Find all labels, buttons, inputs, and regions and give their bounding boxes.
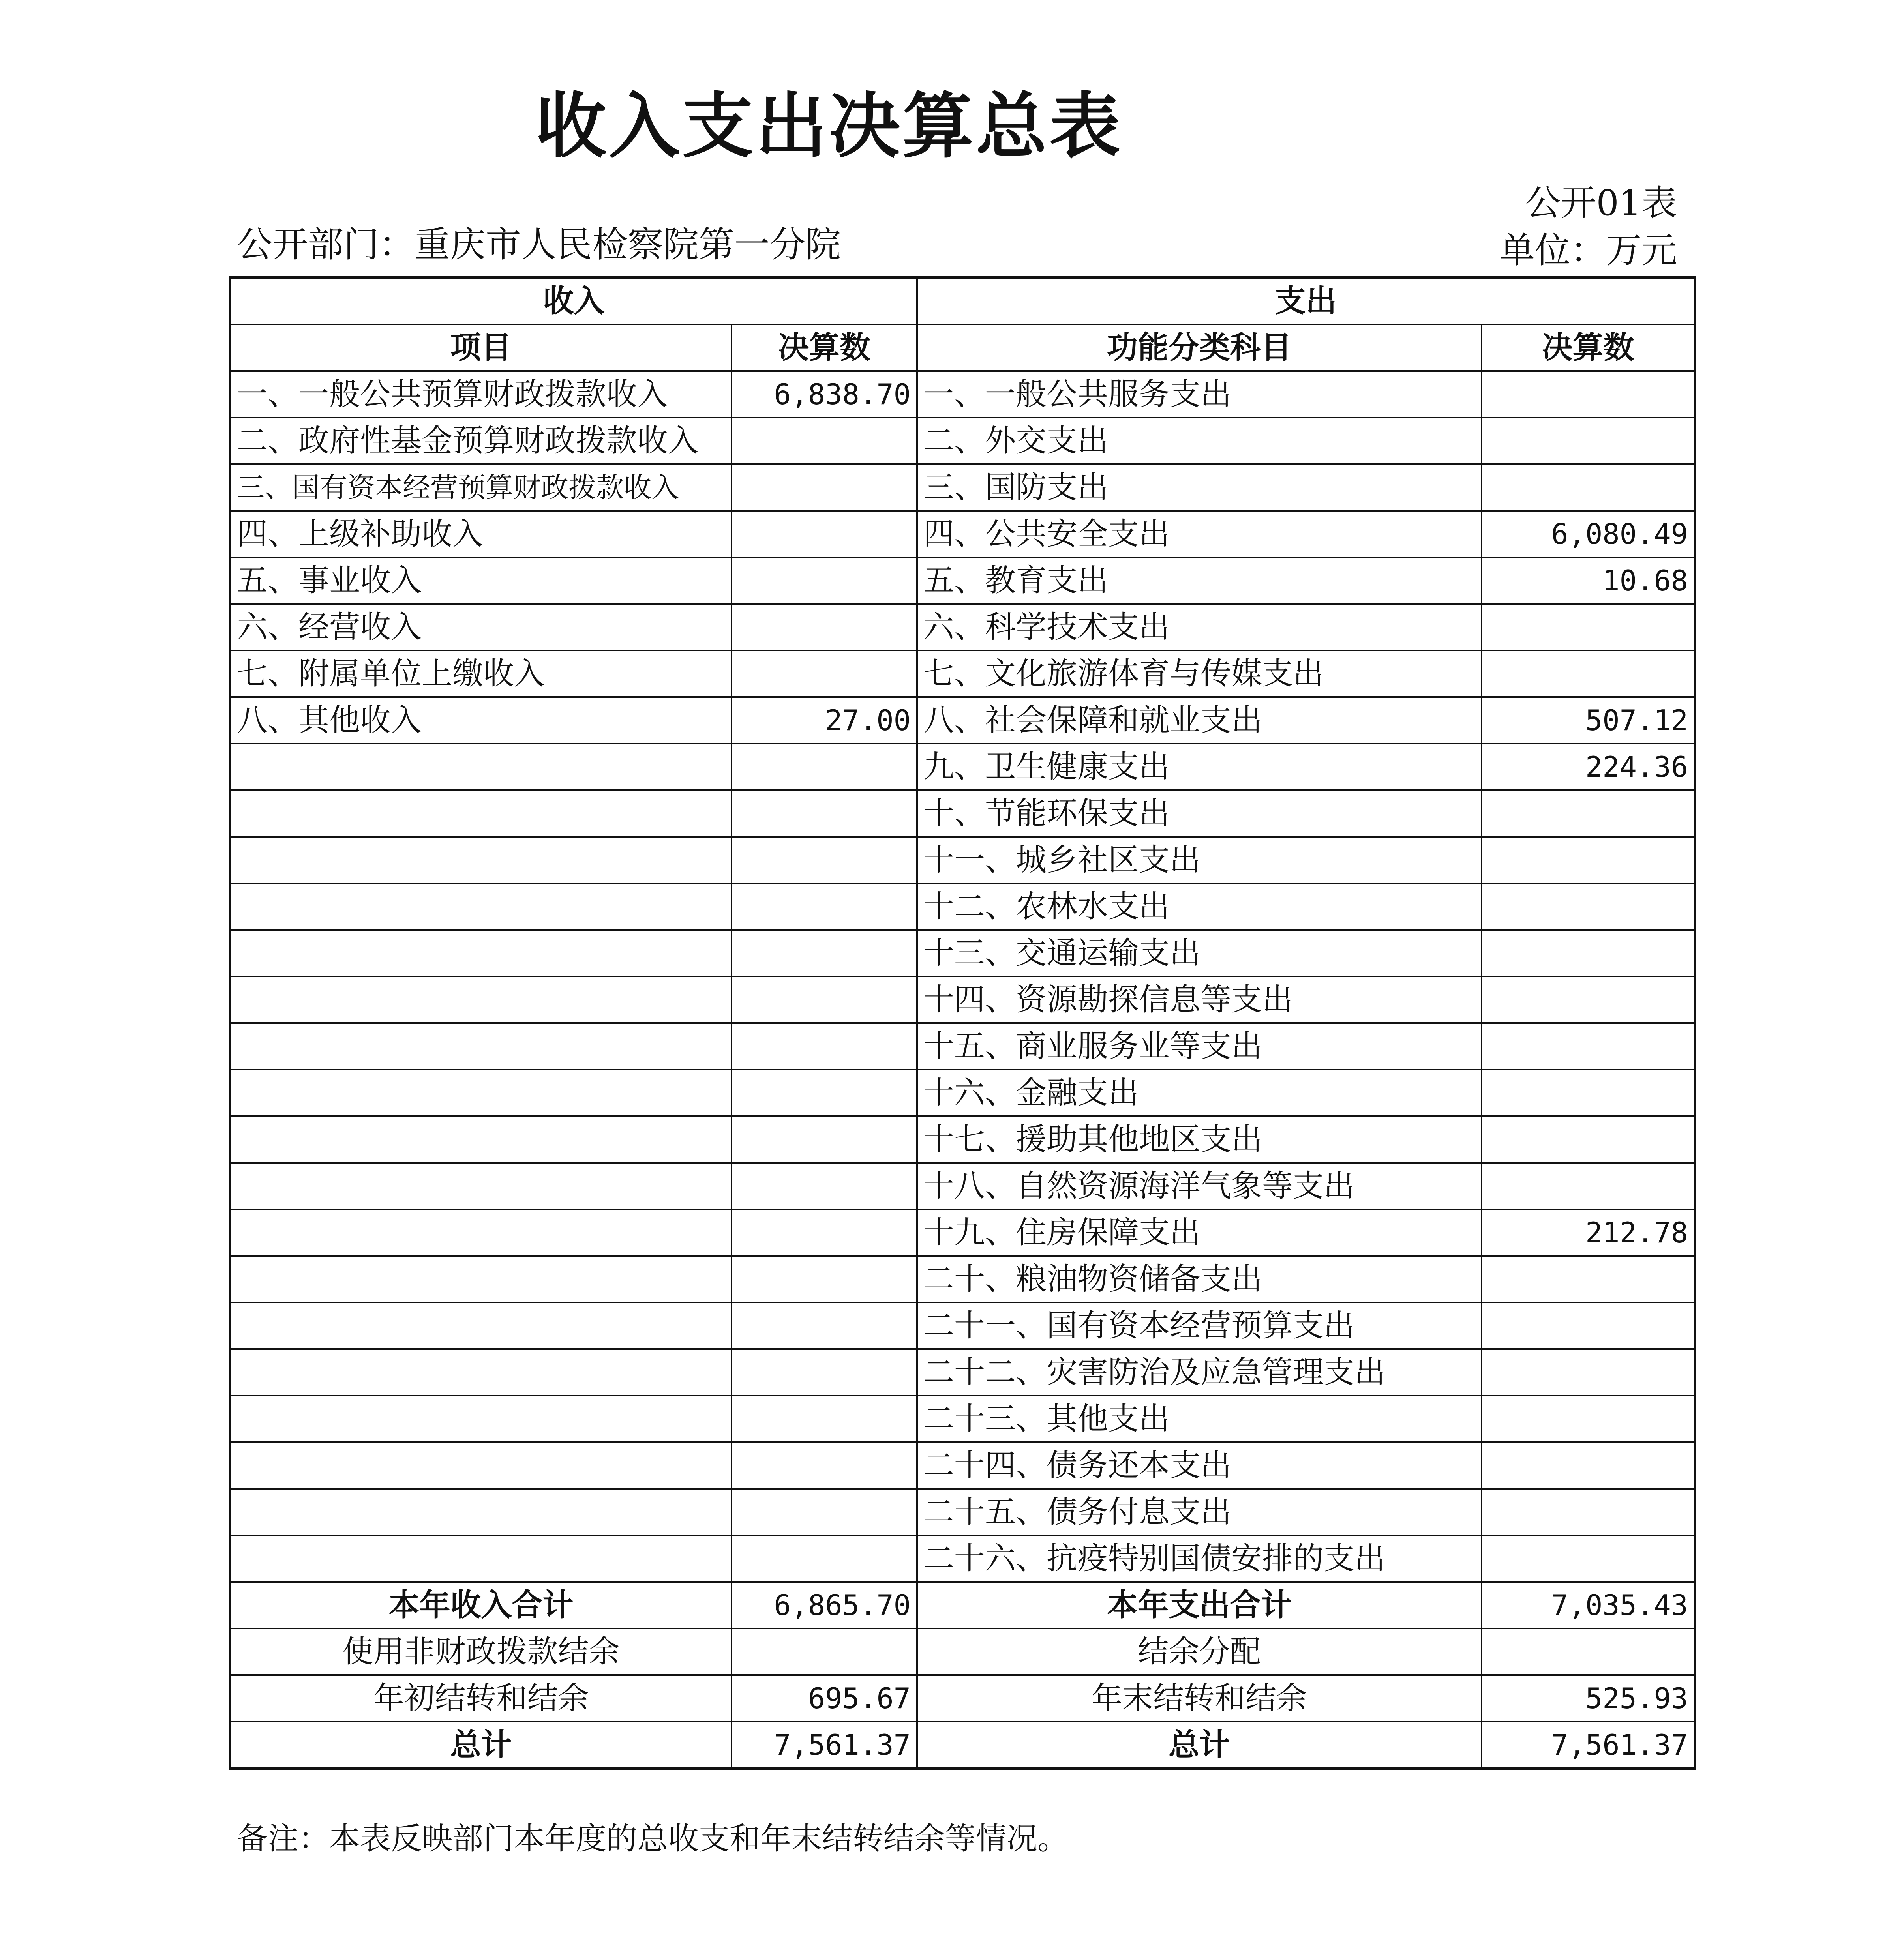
income-amount-cell: 6,838.70 [732,371,917,418]
expense-item-cell: 十一、城乡社区支出 [917,837,1482,883]
income-item-cell [230,1256,732,1302]
income-item-cell: 六、经营收入 [230,604,732,650]
column-header-row [230,324,1695,371]
income-amount-cell [732,1535,917,1582]
expense-amount-cell: 507.12 [1482,697,1695,744]
income-item-cell [230,1349,732,1396]
summary-expense-amount [1482,1628,1695,1675]
expense-amount-cell [1482,883,1695,930]
expense-item-cell: 二十二、灾害防治及应急管理支出 [917,1349,1482,1396]
table-row [230,418,1695,464]
table-row [230,1349,1695,1396]
income-amount-cell [732,464,917,511]
income-amount-cell [732,557,917,604]
income-expense-table [229,276,1696,1770]
income-item-cell: 三、国有资本经营预算财政拨款收入 [230,464,732,511]
income-item-cell [230,744,732,790]
income-amount-cell [732,1302,917,1349]
expense-item-cell: 十七、援助其他地区支出 [917,1116,1482,1163]
expense-amount-cell: 224.36 [1482,744,1695,790]
table-row [230,464,1695,511]
income-amount-cell [732,1489,917,1535]
table-row [230,511,1695,557]
income-amount-cell: 27.00 [732,697,917,744]
summary-income-amount [732,1628,917,1675]
income-amount-cell [732,1070,917,1116]
summary-row [230,1722,1695,1769]
income-item-cell: 五、事业收入 [230,557,732,604]
department-label: 公开部门：重庆市人民检察院第一分院 [237,224,841,265]
table-row [230,1070,1695,1116]
income-amount-cell [732,1163,917,1209]
expense-item-cell: 十四、资源勘探信息等支出 [917,976,1482,1023]
summary-row [230,1675,1695,1722]
income-amount-cell [732,790,917,837]
summary-expense-amount: 7,561.37 [1482,1722,1695,1769]
income-amount-cell [732,511,917,557]
expense-item-cell: 十八、自然资源海洋气象等支出 [917,1163,1482,1209]
table-row [230,1256,1695,1302]
income-item-cell [230,1535,732,1582]
expense-item-cell: 一、一般公共服务支出 [917,371,1482,418]
income-item-cell [230,790,732,837]
table-row [230,930,1695,976]
summary-income-label: 本年收入合计 [230,1582,732,1628]
summary-expense-label: 本年支出合计 [917,1582,1482,1628]
expense-item-cell: 二十五、债务付息支出 [917,1489,1482,1535]
table-row [230,1163,1695,1209]
expense-section-header: 支出 [917,277,1695,324]
expense-amount-cell [1482,418,1695,464]
income-item-cell: 七、附属单位上缴收入 [230,650,732,697]
income-item-cell [230,1396,732,1442]
expense-amount-cell [1482,1256,1695,1302]
table-row [230,976,1695,1023]
income-amount-cell [732,1256,917,1302]
table-row [230,1535,1695,1582]
expense-amount-cell [1482,1349,1695,1396]
expense-item-cell: 六、科学技术支出 [917,604,1482,650]
expense-item-cell: 三、国防支出 [917,464,1482,511]
income-item-cell [230,1302,732,1349]
expense-amount-cell [1482,1442,1695,1489]
income-amount-cell [732,744,917,790]
income-amount-cell [732,1116,917,1163]
income-item-cell [230,1116,732,1163]
expense-item-cell: 五、教育支出 [917,557,1482,604]
table-row [230,837,1695,883]
income-amount-cell [732,837,917,883]
expense-amount-cell: 10.68 [1482,557,1695,604]
table-row [230,1209,1695,1256]
expense-amount-cell [1482,1070,1695,1116]
table-row [230,744,1695,790]
income-item-cell: 二、政府性基金预算财政拨款收入 [230,418,732,464]
expense-item-cell: 八、社会保障和就业支出 [917,697,1482,744]
expense-amount-cell [1482,1302,1695,1349]
unit-label: 单位：万元 [1499,230,1677,271]
income-amount-cell [732,976,917,1023]
summary-income-amount: 7,561.37 [732,1722,917,1769]
table-row [230,650,1695,697]
expense-item-cell: 二十一、国有资本经营预算支出 [917,1302,1482,1349]
expense-amount-cell: 212.78 [1482,1209,1695,1256]
expense-item-cell: 二十、粮油物资储备支出 [917,1256,1482,1302]
income-item-cell: 八、其他收入 [230,697,732,744]
table-row [230,1489,1695,1535]
income-amount-cell [732,930,917,976]
expense-item-cell: 九、卫生健康支出 [917,744,1482,790]
summary-income-label: 总计 [230,1722,732,1769]
summary-row [230,1582,1695,1628]
expense-amount-cell [1482,837,1695,883]
table-row [230,1116,1695,1163]
summary-income-label: 年初结转和结余 [230,1675,732,1722]
expense-item-cell: 二十六、抗疫特别国债安排的支出 [917,1535,1482,1582]
page-title: 收入支出决算总表 [535,84,1123,168]
expense-amount-cell [1482,1163,1695,1209]
income-amount-cell [732,418,917,464]
summary-income-label: 使用非财政拨款结余 [230,1628,732,1675]
summary-expense-label: 年末结转和结余 [917,1675,1482,1722]
expense-item-cell: 十五、商业服务业等支出 [917,1023,1482,1070]
expense-item-cell: 四、公共安全支出 [917,511,1482,557]
income-amount-cell [732,1349,917,1396]
income-amount-cell [732,1209,917,1256]
income-amount-cell [732,1442,917,1489]
expense-amount-cell [1482,1535,1695,1582]
summary-income-amount: 6,865.70 [732,1582,917,1628]
expense-item-header: 功能分类科目 [917,324,1482,371]
income-amount-cell [732,604,917,650]
income-item-cell [230,1489,732,1535]
expense-amount-cell [1482,976,1695,1023]
expense-amount-cell [1482,1116,1695,1163]
table-row [230,1442,1695,1489]
table-row [230,1302,1695,1349]
income-amount-cell [732,883,917,930]
summary-income-amount: 695.67 [732,1675,917,1722]
table-row [230,697,1695,744]
income-item-cell: 四、上级补助收入 [230,511,732,557]
table-row [230,790,1695,837]
income-item-cell [230,883,732,930]
summary-expense-label: 结余分配 [917,1628,1482,1675]
expense-item-cell: 十三、交通运输支出 [917,930,1482,976]
income-amount-cell [732,1023,917,1070]
expense-amount-cell [1482,604,1695,650]
table-row [230,1023,1695,1070]
summary-expense-amount: 525.93 [1482,1675,1695,1722]
income-item-cell [230,837,732,883]
summary-expense-label: 总计 [917,1722,1482,1769]
income-item-cell [230,1442,732,1489]
expense-amount-cell [1482,1396,1695,1442]
income-item-cell [230,1163,732,1209]
income-item-cell [230,1070,732,1116]
table-row [230,604,1695,650]
income-item-cell [230,930,732,976]
table-id-label: 公开01表 [1525,182,1677,224]
expense-amount-cell [1482,1489,1695,1535]
expense-amount-cell [1482,650,1695,697]
expense-amount-cell [1482,464,1695,511]
income-item-cell [230,1209,732,1256]
expense-amount-cell [1482,1023,1695,1070]
expense-item-cell: 十九、住房保障支出 [917,1209,1482,1256]
section-header-row [230,277,1695,324]
expense-item-cell: 十六、金融支出 [917,1070,1482,1116]
expense-item-cell: 十、节能环保支出 [917,790,1482,837]
table-row [230,1396,1695,1442]
expense-item-cell: 十二、农林水支出 [917,883,1482,930]
expense-amount-cell [1482,790,1695,837]
expense-amount-cell: 6,080.49 [1482,511,1695,557]
income-item-cell [230,976,732,1023]
income-item-cell [230,1023,732,1070]
income-amount-header: 决算数 [732,324,917,371]
income-item-cell: 一、一般公共预算财政拨款收入 [230,371,732,418]
income-amount-cell [732,1396,917,1442]
expense-amount-cell [1482,371,1695,418]
summary-expense-amount: 7,035.43 [1482,1582,1695,1628]
income-section-header: 收入 [230,277,917,324]
income-amount-cell [732,650,917,697]
table-row [230,557,1695,604]
expense-item-cell: 七、文化旅游体育与传媒支出 [917,650,1482,697]
table-body [230,277,1695,1769]
income-item-header: 项目 [230,324,732,371]
expense-amount-cell [1482,930,1695,976]
expense-item-cell: 二十四、债务还本支出 [917,1442,1482,1489]
footnote: 备注：本表反映部门本年度的总收支和年末结转结余等情况。 [237,1821,1069,1857]
expense-item-cell: 二、外交支出 [917,418,1482,464]
table-row [230,371,1695,418]
expense-item-cell: 二十三、其他支出 [917,1396,1482,1442]
table-row [230,883,1695,930]
summary-row [230,1628,1695,1675]
expense-amount-header: 决算数 [1482,324,1695,371]
